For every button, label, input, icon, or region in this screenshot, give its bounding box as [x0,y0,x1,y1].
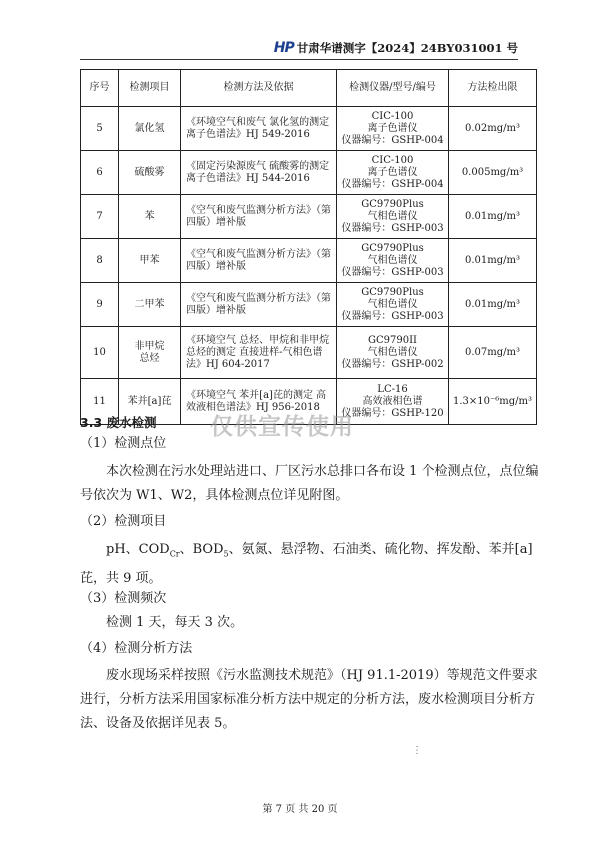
cell-item: 甲苯 [119,239,181,283]
table-header-row [81,70,537,107]
cell-limit: 0.01mg/m³ [449,195,537,239]
cell-item: 苯 [119,195,181,239]
cell-limit: 0.01mg/m³ [449,283,537,327]
cell-instrument: CIC-100 离子色谱仪 仪器编号：GSHP-004 [337,151,449,195]
table-row [81,327,537,379]
col-header-instrument: 检测仪器/型号/编号 [337,70,449,107]
col-header-method: 检测方法及依据 [181,70,337,107]
cell-instrument: CIC-100 离子色谱仪 仪器编号：GSHP-004 [337,107,449,151]
col-header-item: 检测项目 [119,70,181,107]
cell-limit: 0.01mg/m³ [449,239,537,283]
cell-instrument: GC9790Plus 气相色谱仪 仪器编号：GSHP-003 [337,239,449,283]
cell-item: 氯化氢 [119,107,181,151]
table-row [81,239,537,283]
cell-no: 9 [81,283,119,327]
table-row [81,283,537,327]
cell-no: 5 [81,107,119,151]
cell-method: 《环境空气 总烃、甲烷和非甲烷总烃的测定 直接进样-气相色谱法》HJ 604-2017 [181,327,337,379]
cell-no: 6 [81,151,119,195]
cell-limit: 1.3×10⁻⁶mg/m³ [449,379,537,425]
cell-method: 《空气和废气监测分析方法》（第四版）增补版 [181,239,337,283]
cell-method: 《空气和废气监测分析方法》（第四版）增补版 [181,195,337,239]
cell-item: 非甲烷 总烃 [119,327,181,379]
subheading-items: （2）检测项目 [80,514,167,529]
table-row [81,151,537,195]
cell-no: 8 [81,239,119,283]
cell-item: 二甲苯 [119,283,181,327]
cell-method: 《空气和废气监测分析方法》（第四版）增补版 [181,283,337,327]
cell-instrument: GC9790Plus 气相色谱仪 仪器编号：GSHP-003 [337,283,449,327]
subheading-point: （1）检测点位 [80,436,167,451]
watermark: 仅供宣传使用 [210,414,354,440]
col-header-no: 序号 [81,70,119,107]
subheading-frequency: （3）检测频次 [80,591,167,606]
page-header [80,36,518,60]
cell-instrument: GC9790II 气相色谱仪 仪器编号：GSHP-002 [337,327,449,379]
paragraph-method: 废水现场采样按照《污水监测技术规范》（HJ 91.1-2019）等规范文件要求进行，分析方法采用国家标准分析方法中规定的分析方法，废水检测项目分析方法、设备及依据详见表 5。 [80,668,538,731]
corner-mark-icon: ︙ [412,746,422,757]
table-row [81,107,537,151]
cell-instrument: LC-16 高效液相色谱 仪器编号：GSHP-120 [337,379,449,425]
cell-limit: 0.07mg/m³ [449,327,537,379]
report-number: 甘肃华谱测字【2024】24BY031001 号 [296,41,518,55]
cell-no: 10 [81,327,119,379]
subheading-method: （4）检测分析方法 [80,641,193,656]
col-header-limit: 方法检出限 [449,70,537,107]
section-title: 3.3 废水检测 [80,415,157,430]
table-row [81,195,537,239]
paragraph-frequency: 检测 1 天，每天 3 次。 [106,615,244,630]
cell-no: 7 [81,195,119,239]
cell-instrument: GC9790Plus 气相色谱仪 仪器编号：GSHP-003 [337,195,449,239]
paragraph-items: pH、$COD_{Cr}$、$BOD_5$、氨氮、悬浮物、石油类、硫化物、挥发酚、苯并[a]芘，共 9 项。 [80,542,533,586]
page-footer: 第 7 页 共 20 页 [262,804,338,815]
cell-no: 11 [81,379,119,425]
paragraph-point: 本次检测在污水处理站进口、厂区污水总排口各布设 1 个检测点位，点位编号依次为 W1、W2，具体检测点位详见附图。 [80,464,539,503]
cell-item: 硫酸雾 [119,151,181,195]
cell-method: 《环境空气和废气 氯化氢的测定 离子色谱法》HJ 549-2016 [181,107,337,151]
detection-method-table [80,69,537,425]
cell-method: 《环境空气 苯并[a]芘的测定 高效液相色谱法》HJ 956-2018 [181,379,337,425]
cell-limit: 0.02mg/m³ [449,107,537,151]
company-logo-icon: HP [273,40,294,56]
cell-item: 苯并[a]芘 [119,379,181,425]
cell-limit: 0.005mg/m³ [449,151,537,195]
cell-method: 《固定污染源废气 硫酸雾的测定 离子色谱法》HJ 544-2016 [181,151,337,195]
